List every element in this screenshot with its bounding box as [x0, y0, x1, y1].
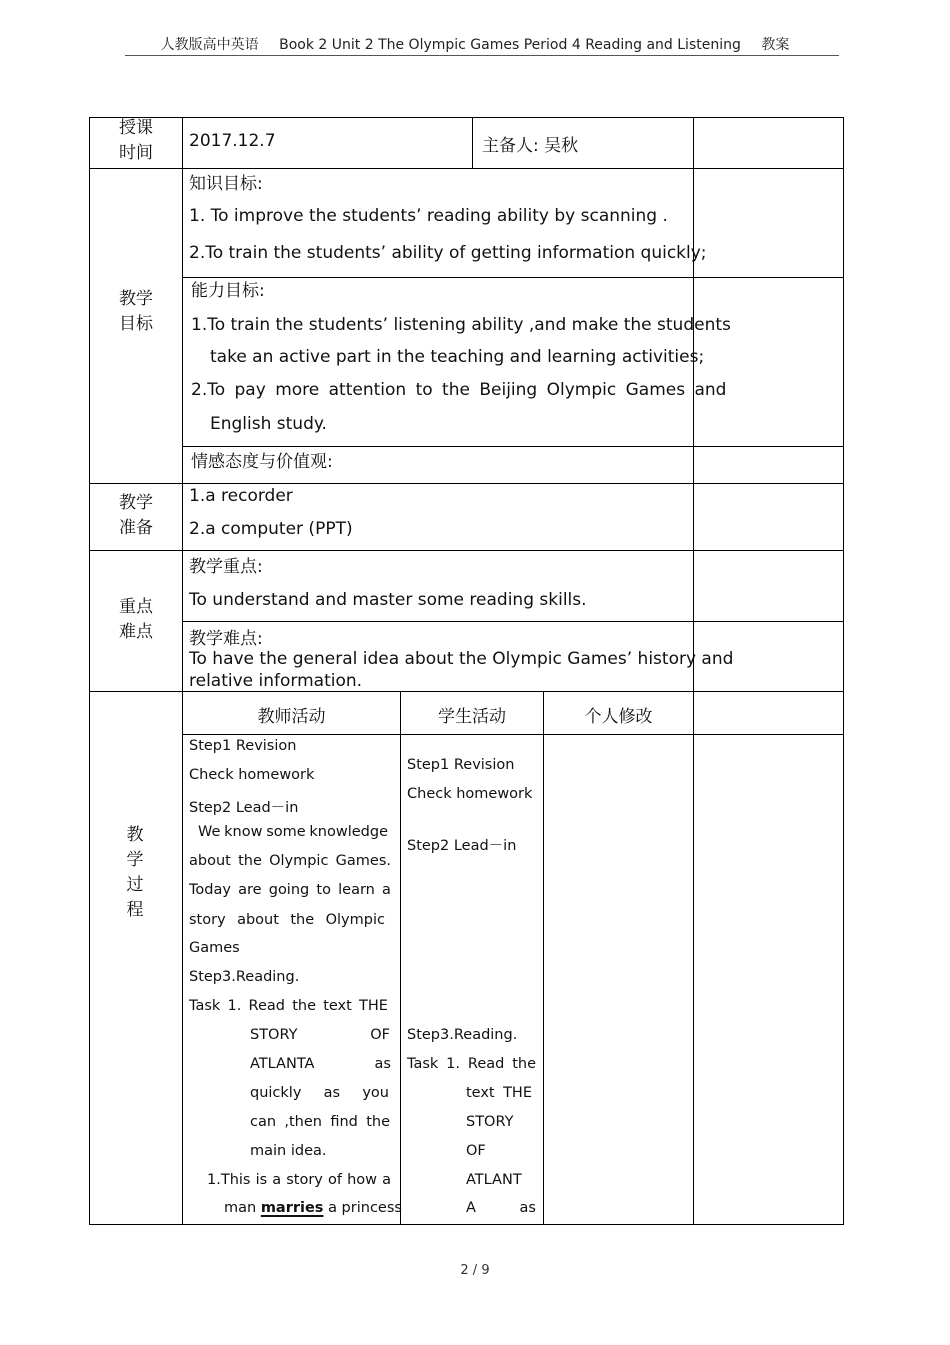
word: THE	[359, 998, 388, 1014]
student-step1: Step1 Revision	[407, 757, 515, 773]
word: some	[266, 824, 306, 840]
preparation-extra-cell	[693, 483, 844, 551]
teacher-task1-line-6: main idea.	[250, 1143, 327, 1159]
process-extra-cell	[693, 734, 844, 1225]
process-label-char-3: 过	[126, 875, 144, 895]
word: how	[347, 1172, 377, 1188]
student-task1-line-3: STORY	[466, 1114, 514, 1130]
word: Games.	[335, 853, 391, 869]
student-task1-line-6	[466, 1200, 536, 1216]
word: man	[224, 1200, 257, 1216]
process-label-char-1: 教	[126, 825, 144, 845]
teacher-q1-line-2	[224, 1200, 402, 1216]
teacher-lead-line-3	[189, 882, 391, 898]
word: ATLANTA	[250, 1056, 315, 1072]
knowledge-heading: 知识目标:	[189, 174, 263, 194]
teacher-step1: Step1 Revision	[189, 738, 297, 754]
teacher-lead-line-5: Games	[189, 940, 240, 956]
difficult-text-1: To have the general idea about the Olympic Games’ history and	[189, 649, 734, 669]
word: of	[327, 1172, 342, 1188]
header-right: 教案	[761, 37, 790, 53]
preparation-label: 教学 准备	[119, 493, 153, 538]
time-extra-cell	[693, 117, 844, 169]
word: the	[290, 912, 315, 928]
word: Today	[189, 882, 231, 898]
teacher-lead-line-4	[189, 912, 385, 928]
word: about	[189, 853, 231, 869]
teacher-lead-line-1	[198, 824, 388, 840]
key-text: To understand and master some reading skills.	[189, 590, 587, 610]
preparer-value: 主备人: 吴秋	[482, 136, 579, 156]
ability-line-4: English study.	[210, 414, 327, 434]
word: to	[316, 882, 331, 898]
ability-extra-cell	[693, 277, 844, 447]
emotion-heading: 情感态度与价值观:	[191, 452, 333, 472]
word: A	[466, 1200, 476, 1216]
word: the	[512, 1056, 536, 1072]
revision-header: 个人修改	[584, 707, 653, 727]
teacher-q1-line-1	[207, 1172, 391, 1188]
knowledge-item-2: 2.To train the students’ ability of getting information quickly;	[189, 243, 707, 263]
header-middle: Book 2 Unit 2 The Olympic Games Period 4 Reading and Listening	[279, 37, 741, 53]
process-label-char-2: 学	[126, 850, 144, 870]
word: THE	[503, 1085, 532, 1101]
page-number: 2 / 9	[460, 1263, 490, 1278]
word: a	[382, 882, 391, 898]
word: you	[362, 1085, 389, 1101]
header-divider	[125, 55, 839, 56]
student-header: 学生活动	[438, 707, 506, 727]
word: Read	[248, 998, 285, 1014]
teacher-task1-line-2	[250, 1027, 390, 1043]
word: 1.	[446, 1056, 461, 1072]
word: text	[466, 1085, 495, 1101]
process-extra-header-cell	[693, 691, 844, 735]
word: knowledge	[309, 824, 388, 840]
student-check: Check homework	[407, 786, 533, 802]
word: learn	[338, 882, 375, 898]
word: the	[366, 1114, 390, 1130]
teacher-check: Check homework	[189, 767, 315, 783]
word: as	[519, 1200, 536, 1216]
word: Read	[467, 1056, 505, 1072]
fill-in-answer: marries	[260, 1200, 324, 1216]
word: Olympic	[269, 853, 329, 869]
word: are	[238, 882, 262, 898]
knowledge-extra-cell	[693, 168, 844, 278]
ability-line-1: 1.To train the students’ listening ability ,and make the students	[191, 315, 731, 335]
word: going	[268, 882, 310, 898]
word: a	[272, 1172, 282, 1188]
teacher-task1	[189, 998, 388, 1014]
word: Task	[189, 998, 221, 1014]
knowledge-item-1: 1. To improve the students’ reading ability by scanning .	[189, 206, 668, 226]
header-left: 人教版高中英语	[160, 37, 259, 53]
student-task1	[407, 1056, 536, 1072]
page-header	[0, 34, 950, 54]
word: story	[189, 912, 226, 928]
process-label-char-4: 程	[126, 900, 144, 920]
word: ,then	[284, 1114, 322, 1130]
process-label-cell	[89, 691, 183, 1225]
teacher-step3: Step3.Reading.	[189, 969, 300, 985]
keypoints-label: 重点 难点	[119, 597, 153, 642]
word: quickly	[250, 1085, 302, 1101]
word: as	[374, 1056, 391, 1072]
word: Task	[407, 1056, 439, 1072]
word: a princess	[328, 1200, 402, 1216]
word: 1.This	[207, 1172, 251, 1188]
student-task1-line-2	[466, 1085, 532, 1101]
word: about	[237, 912, 279, 928]
objectives-label: 教学 目标	[119, 289, 153, 334]
word: 1.	[227, 998, 242, 1014]
key-heading: 教学重点:	[189, 557, 263, 577]
word: We	[198, 824, 221, 840]
teacher-task1-line-3	[250, 1056, 391, 1072]
student-step2: Step2 Lead－in	[407, 838, 517, 854]
key-extra-cell	[693, 550, 844, 622]
word: STORY	[250, 1027, 298, 1043]
student-task1-line-4: OF	[466, 1143, 486, 1159]
word: Olympic	[325, 912, 385, 928]
time-label: 授课 时间	[119, 118, 153, 163]
preparation-item-2: 2.a computer (PPT)	[189, 519, 353, 539]
ability-heading: 能力目标:	[191, 281, 265, 301]
word: OF	[370, 1027, 390, 1043]
word: a	[382, 1172, 391, 1188]
student-task1-line-5: ATLANT	[466, 1172, 522, 1188]
student-step3: Step3.Reading.	[407, 1027, 518, 1043]
teacher-lead-line-2	[189, 853, 391, 869]
teacher-task1-line-5	[250, 1114, 390, 1130]
teacher-task1-line-4	[250, 1085, 389, 1101]
difficult-text-2: relative information.	[189, 671, 363, 691]
word: find	[330, 1114, 358, 1130]
date-value: 2017.12.7	[189, 131, 276, 151]
word: text	[323, 998, 352, 1014]
word: can	[250, 1114, 277, 1130]
revision-cell	[543, 734, 694, 1225]
word: the	[238, 853, 262, 869]
word: the	[292, 998, 316, 1014]
teacher-header: 教师活动	[257, 707, 326, 727]
word: is	[255, 1172, 268, 1188]
ability-line-3: 2.To pay more attention to the Beijing Olympic Games and	[191, 380, 727, 400]
teacher-step2: Step2 Lead－in	[189, 800, 299, 816]
ability-line-2: take an active part in the teaching and learning activities;	[210, 347, 705, 367]
word: know	[224, 824, 263, 840]
difficult-extra-cell	[693, 621, 844, 692]
word: as	[323, 1085, 341, 1101]
emotion-extra-cell	[693, 446, 844, 484]
preparation-item-1: 1.a recorder	[189, 486, 293, 506]
word: story	[286, 1172, 323, 1188]
difficult-heading: 教学难点:	[189, 629, 263, 649]
